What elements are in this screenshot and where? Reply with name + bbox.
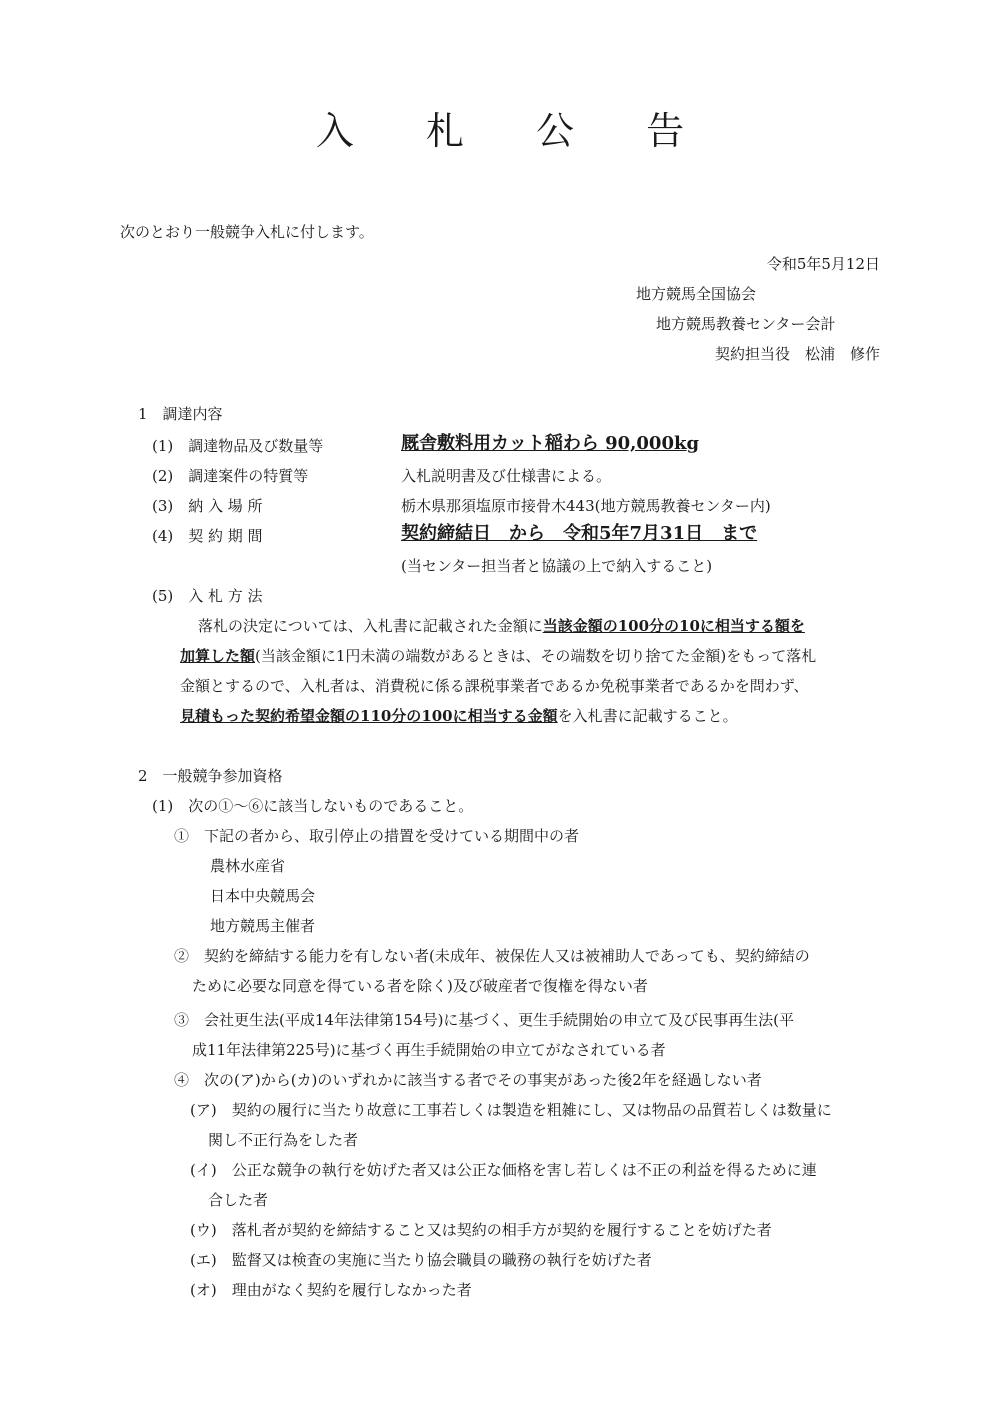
condition-1-entity: 日本中央競馬会 [210, 887, 316, 905]
issuer-org: 地方競馬全国協会 [636, 285, 757, 303]
item-4-label: (4) 契 約 期 間 [152, 527, 263, 545]
item-1-label: (1) 調達物品及び数量等 [152, 437, 324, 455]
item-5-emphasis: 当該金額の100分の10に相当する額を [542, 617, 805, 635]
item-5-label: (5) 入 札 方 法 [152, 587, 263, 605]
page-title: 入 札 公 告 [315, 109, 715, 153]
issue-date: 令和5年5月12日 [766, 255, 880, 273]
item-5-text: を入札書に記載すること。 [557, 707, 738, 725]
section-2-heading: 2 一般競争参加資格 [138, 767, 283, 785]
item-5-line-1 [198, 616, 805, 636]
item-5-line-3: 金額とするので、入札者は、消費税に係る課税事業者であるか免税事業者であるかを問わず、 [180, 677, 809, 695]
item-5-emphasis: 加算した額 [180, 647, 256, 665]
item-5-line-4 [180, 706, 738, 726]
item-3-value: 栃木県那須塩原市接骨木443(地方競馬教養センター内) [401, 497, 771, 515]
item-2-value: 入札説明書及び仕様書による。 [401, 467, 612, 485]
issuer-dept: 地方競馬教養センター会計 [656, 315, 836, 333]
item-5-text: (当該金額に1円未満の端数があるときは、その端数を切り捨てた金額)をもって落札 [255, 647, 817, 665]
condition-1: ① 下記の者から、取引停止の措置を受けている期間中の者 [174, 827, 580, 845]
condition-2-line-2: ために必要な同意を得ている者を除く)及び破産者で復権を得ない者 [192, 977, 648, 995]
intro-text: 次のとおり一般競争入札に付します。 [120, 223, 374, 241]
sub-item-a-line-1: (ア) 契約の履行に当たり故意に工事若しくは製造を粗雑にし、又は物品の品質若しくは数量に [190, 1101, 832, 1119]
sub-item-a-line-2: 関し不正行為をした者 [208, 1131, 359, 1149]
item-2-label: (2) 調達案件の特質等 [152, 467, 309, 485]
item-5-line-2 [180, 646, 816, 666]
item-3-label: (3) 納 入 場 所 [152, 497, 263, 515]
condition-4: ④ 次の(ア)から(カ)のいずれかに該当する者でその事実があった後2年を経過しない者 [174, 1071, 762, 1089]
condition-3-line-1: ③ 会社更生法(平成14年法律第154号)に基づく、更生手続開始の申立て及び民事再生法(平 [174, 1011, 794, 1029]
item-4-value: 契約締結日 から 令和5年7月31日 まで [401, 523, 758, 544]
sub-item-e: (オ) 理由がなく契約を履行しなかった者 [190, 1281, 472, 1299]
condition-2-line-1: ② 契約を締結する能力を有しない者(未成年、被保佐人又は被補助人であっても、契約締結の [174, 947, 810, 965]
issuer-officer: 契約担当役 松浦 修作 [714, 345, 880, 363]
sub-item-b-line-1: (イ) 公正な競争の執行を妨げた者又は公正な価格を害し若しくは不正の利益を得るために連 [190, 1161, 817, 1179]
sub-item-c: (ウ) 落札者が契約を締結すること又は契約の相手方が契約を履行することを妨げた者 [190, 1221, 772, 1239]
item-5-text: 落札の決定については、入札書に記載された金額に [198, 617, 543, 635]
section-1-heading: 1 調達内容 [138, 405, 223, 423]
item-1-value: 厩舎敷料用カット稲わら 90,000kg [401, 433, 700, 454]
sub-item-b-line-2: 合した者 [208, 1191, 269, 1209]
condition-1-entity: 農林水産省 [210, 857, 286, 875]
condition-1-entity: 地方競馬主催者 [210, 917, 316, 935]
condition-3-line-2: 成11年法律第225号)に基づく再生手続開始の申立てがなされている者 [192, 1041, 666, 1059]
item-4-note: (当センター担当者と協議の上で納入すること) [401, 557, 713, 575]
sub-item-d: (エ) 監督又は検査の実施に当たり協会職員の職務の執行を妨げた者 [190, 1251, 652, 1269]
item-5-emphasis: 見積もった契約希望金額の110分の100に相当する金額 [180, 707, 558, 725]
qualification-1: (1) 次の①～⑥に該当しないものであること。 [152, 797, 474, 815]
